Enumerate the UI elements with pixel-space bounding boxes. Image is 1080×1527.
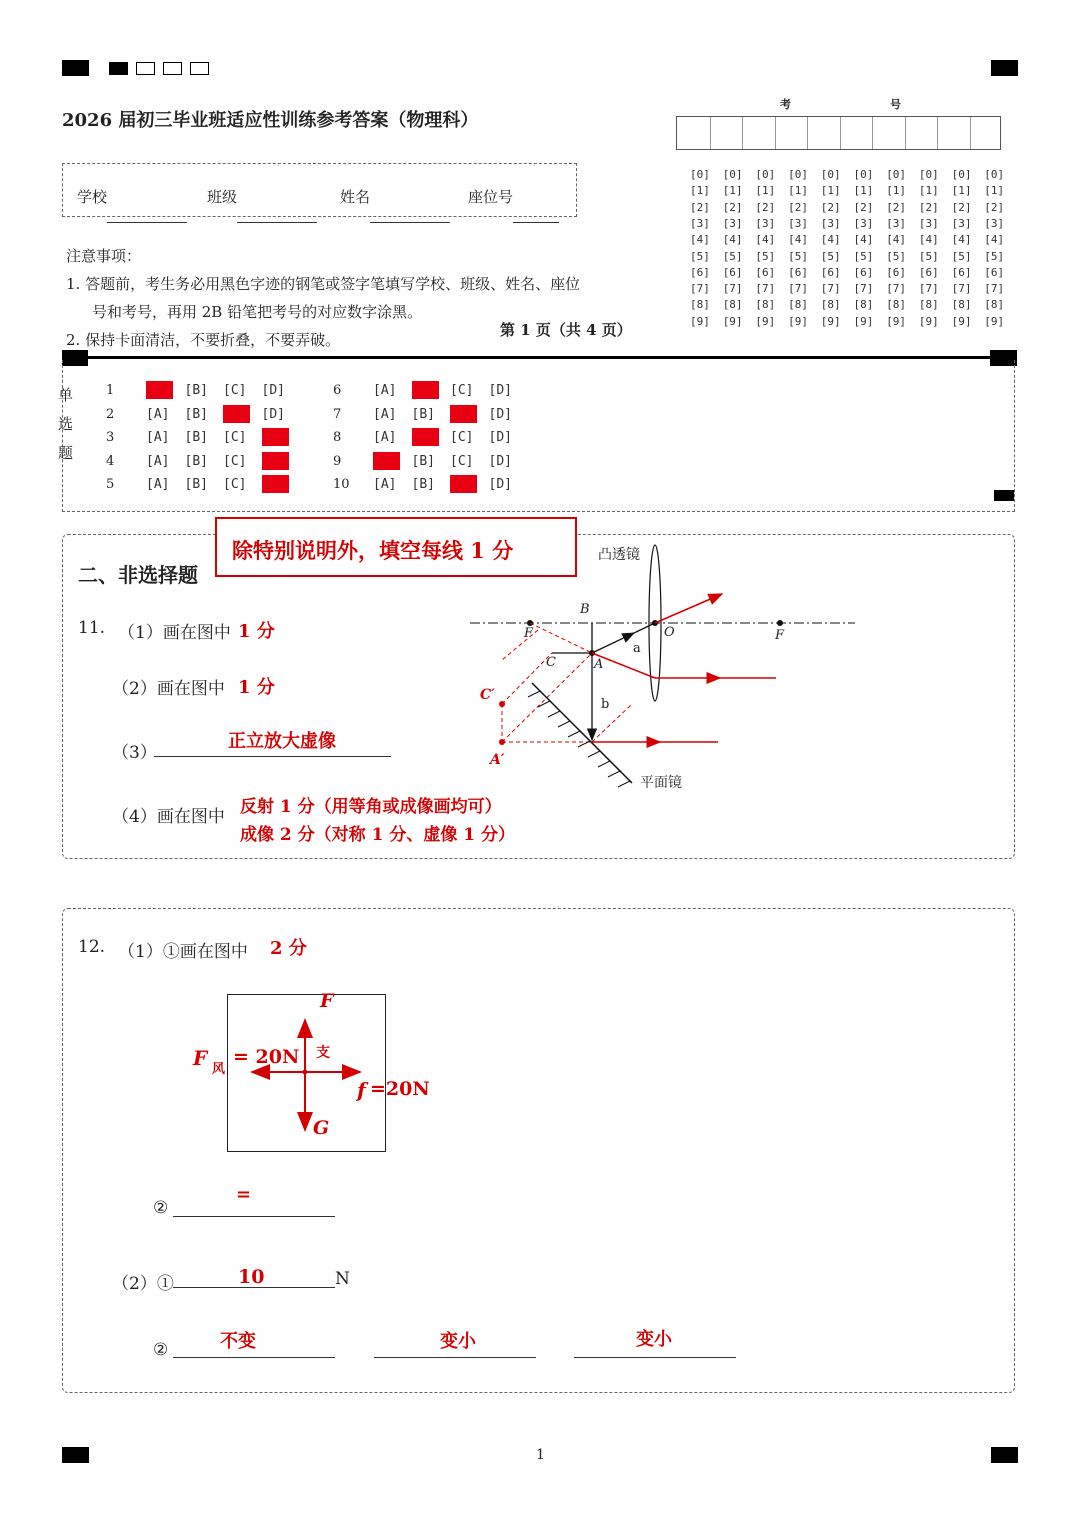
mc-option-bubble[interactable]: [A] xyxy=(373,477,397,492)
digit-bubble[interactable]: [2] xyxy=(820,200,841,214)
digit-bubble[interactable]: [8] xyxy=(886,298,907,312)
note-item: 2. 保持卡面清洁，不要折叠，不要弄破。 xyxy=(66,331,341,349)
digit-bubble[interactable]: [8] xyxy=(755,298,776,312)
q12-part1-score: 2 分 xyxy=(270,938,307,959)
q12-part2-2-label: ② xyxy=(153,1340,169,1360)
exam-no-label: 考 xyxy=(780,98,791,111)
q11-part2-score: 1 分 xyxy=(238,677,275,698)
force-wind-value: = 20N xyxy=(233,1046,300,1068)
force-diagram xyxy=(0,900,1080,1200)
note-item: 号和考号，再用 2B 铅笔把考号的对应数字涂黑。 xyxy=(92,303,423,321)
digit-bubble[interactable]: [4] xyxy=(918,233,939,247)
mc-question-number: 10 xyxy=(333,477,350,492)
label-F-right: F xyxy=(775,628,785,643)
digit-bubble[interactable]: [6] xyxy=(820,265,841,279)
digit-bubble[interactable]: [4] xyxy=(690,233,710,247)
digit-bubble[interactable]: [6] xyxy=(951,265,972,279)
digit-bubble[interactable]: [9] xyxy=(788,314,808,328)
digit-bubble[interactable]: [3] xyxy=(853,216,874,230)
q12-part1: （1）①画在图中 xyxy=(118,942,248,962)
digit-bubble[interactable]: [1] xyxy=(951,184,972,198)
answer-line xyxy=(574,1357,736,1358)
digit-bubble[interactable]: [6] xyxy=(886,265,907,279)
digit-bubble[interactable]: [2] xyxy=(918,200,939,214)
digit-bubble[interactable]: [3] xyxy=(690,216,710,230)
digit-bubble[interactable]: [0] xyxy=(918,168,939,181)
corner-mark xyxy=(991,1447,1018,1463)
digit-bubble[interactable]: [2] xyxy=(788,200,808,214)
q11-part3: （3） xyxy=(112,743,157,763)
digit-bubble[interactable]: [6] xyxy=(853,265,874,279)
seat-field[interactable]: 座位号 xyxy=(468,186,513,207)
mc-option-bubble[interactable]: [C] xyxy=(450,383,474,398)
note-item: 1. 答题前，考生务必用黑色字迹的钢笔或签字笔填写学校、班级、姓名、座位 xyxy=(66,275,581,293)
friction-label: f xyxy=(357,1078,366,1102)
digit-bubble[interactable]: [5] xyxy=(788,249,808,263)
lens-label: 凸透镜 xyxy=(598,547,640,563)
exam-no-label: 号 xyxy=(890,98,901,111)
digit-bubble[interactable]: [0] xyxy=(820,168,841,181)
q11-part1-score: 1 分 xyxy=(238,621,275,642)
force-wind-subscript: 风 xyxy=(212,1062,226,1077)
digit-bubble[interactable]: [2] xyxy=(951,200,972,214)
digit-bubble[interactable]: [3] xyxy=(755,216,776,230)
label-C: C xyxy=(546,655,556,670)
digit-bubble[interactable]: [5] xyxy=(722,249,743,263)
mc-question-number: 8 xyxy=(333,430,342,445)
label-B: B xyxy=(580,602,590,617)
q12-part1-2-label: ② xyxy=(153,1198,169,1218)
digit-bubble[interactable]: [9] xyxy=(886,314,907,328)
ray-a xyxy=(592,633,634,653)
q11-part4-answer2: 成像 2 分（对称 1 分、虚像 1 分） xyxy=(240,825,515,845)
mirror-hatching xyxy=(528,691,630,787)
digit-bubble[interactable]: [6] xyxy=(788,265,808,279)
section-heading: 二、非选择题 xyxy=(78,563,198,587)
mc-option-bubble[interactable]: [B] xyxy=(411,453,435,469)
digit-bubble[interactable]: [2] xyxy=(984,200,1005,214)
digit-bubble[interactable]: [7] xyxy=(820,282,841,296)
digit-bubble[interactable]: [4] xyxy=(722,233,743,247)
mc-question-number: 5 xyxy=(106,477,115,492)
mc-option-bubble[interactable]: [D] xyxy=(488,453,512,469)
image-point-C xyxy=(499,701,505,707)
label-O: O xyxy=(664,625,675,640)
mc-option-bubble[interactable]: [A] xyxy=(146,430,170,445)
digit-bubble[interactable]: [5] xyxy=(690,249,710,263)
digit-bubble[interactable]: [1] xyxy=(853,184,874,198)
q12-part2-2-answer: 变小 xyxy=(440,1331,476,1352)
digit-bubble[interactable]: [0] xyxy=(788,168,808,181)
mc-option-bubble[interactable]: [A] xyxy=(373,430,397,445)
label-A-prime: A′ xyxy=(490,752,505,768)
digit-bubble[interactable]: [1] xyxy=(918,184,939,198)
digit-bubble[interactable]: [5] xyxy=(951,249,972,263)
digit-bubble[interactable]: [0] xyxy=(690,168,710,181)
mc-option-bubble[interactable]: [C] xyxy=(223,383,247,398)
digit-bubble[interactable]: [9] xyxy=(951,314,972,328)
q11-part1: （1）画在图中 xyxy=(118,623,231,643)
digit-bubble[interactable]: [5] xyxy=(820,249,841,263)
digit-bubble[interactable]: [4] xyxy=(886,233,907,247)
class-field[interactable]: 班级 xyxy=(207,186,237,207)
mc-option-bubble[interactable]: [B] xyxy=(184,406,208,422)
digit-bubble[interactable]: [3] xyxy=(984,216,1005,230)
digit-bubble[interactable]: [8] xyxy=(690,298,710,312)
mc-option-bubble[interactable]: [D] xyxy=(488,383,512,398)
mc-question-number: 1 xyxy=(106,383,115,398)
digit-bubble[interactable]: [4] xyxy=(788,233,808,247)
digit-bubble[interactable]: [1] xyxy=(788,184,808,198)
digit-bubble[interactable]: [1] xyxy=(886,184,907,198)
digit-bubble[interactable]: [9] xyxy=(918,314,939,328)
digit-bubble[interactable]: [1] xyxy=(984,184,1005,198)
digit-bubble[interactable]: [9] xyxy=(853,314,874,328)
digit-bubble[interactable]: [9] xyxy=(820,314,841,328)
digit-bubble[interactable]: [4] xyxy=(755,233,776,247)
label-b: b xyxy=(601,697,610,712)
q12-part2: （2）① xyxy=(112,1274,174,1294)
digit-bubble[interactable]: [7] xyxy=(722,282,743,296)
mc-option-bubble[interactable]: [D] xyxy=(488,430,512,445)
q11-part4-answer1: 反射 1 分（用等角或成像画均可） xyxy=(240,797,502,817)
mc-option-bubble[interactable]: [A] xyxy=(146,453,170,469)
digit-bubble[interactable]: [6] xyxy=(755,265,776,279)
digit-bubble[interactable]: [7] xyxy=(788,282,808,296)
mc-question-number: 2 xyxy=(106,406,115,422)
digit-bubble[interactable]: [8] xyxy=(918,298,939,312)
digit-bubble[interactable]: [7] xyxy=(951,282,972,296)
digit-bubble[interactable]: [3] xyxy=(820,216,841,230)
mc-option-bubble[interactable]: [D] xyxy=(488,406,512,422)
refracted-ray xyxy=(655,594,722,623)
digit-bubble[interactable]: [0] xyxy=(853,168,874,181)
force-F-subscript: 支 xyxy=(316,1045,330,1061)
answer-line xyxy=(374,1357,536,1358)
digit-bubble[interactable]: [5] xyxy=(755,249,776,263)
label-a: a xyxy=(633,641,641,656)
mc-label: 单 xyxy=(58,386,74,404)
digit-bubble[interactable]: [3] xyxy=(951,216,972,230)
answer-line xyxy=(173,1216,335,1217)
digit-bubble[interactable]: [0] xyxy=(886,168,907,181)
q12-part2-1-answer: 10 xyxy=(238,1266,265,1288)
digit-bubble[interactable]: [5] xyxy=(886,249,907,263)
digit-bubble[interactable]: [3] xyxy=(722,216,743,230)
digit-bubble[interactable]: [1] xyxy=(820,184,841,198)
page-info: 第 1 页（共 4 页） xyxy=(500,321,632,339)
mc-option-bubble[interactable]: [B] xyxy=(184,430,208,445)
digit-bubble[interactable]: [6] xyxy=(722,265,743,279)
digit-bubble[interactable]: [7] xyxy=(918,282,939,296)
image-point-A xyxy=(499,739,505,745)
label-A: A xyxy=(594,657,604,672)
label-C-prime: C′ xyxy=(480,687,495,703)
digit-bubble[interactable]: [8] xyxy=(853,298,874,312)
digit-bubble[interactable]: [8] xyxy=(820,298,841,312)
name-field[interactable]: 姓名 xyxy=(340,186,370,207)
mc-option-bubble[interactable]: [C] xyxy=(450,453,474,469)
school-field[interactable]: 学校 xyxy=(77,186,107,207)
digit-bubble[interactable]: [7] xyxy=(690,282,710,296)
digit-bubble[interactable]: [2] xyxy=(690,200,710,214)
digit-bubble[interactable]: [2] xyxy=(886,200,907,214)
mc-option-bubble[interactable]: [C] xyxy=(223,477,247,492)
corner-mark xyxy=(62,1447,89,1463)
q11-part4: （4）画在图中 xyxy=(112,807,225,827)
scoring-note: 除特别说明外，填空每线 1 分 xyxy=(232,538,514,563)
digit-bubble[interactable]: [9] xyxy=(984,314,1005,328)
focal-point-right xyxy=(777,620,783,626)
mc-option-bubble[interactable]: [A] xyxy=(373,383,397,398)
digit-bubble[interactable]: [3] xyxy=(788,216,808,230)
digit-bubble[interactable]: [7] xyxy=(853,282,874,296)
digit-bubble[interactable]: [7] xyxy=(984,282,1005,296)
page-title: 2026 届初三毕业班适应性训练参考答案（物理科） xyxy=(62,110,479,131)
digit-bubble[interactable]: [0] xyxy=(951,168,972,181)
q12-part1-2-answer: = xyxy=(236,1184,252,1205)
q12-part2-2-answer: 不变 xyxy=(220,1331,256,1352)
mc-option-bubble[interactable]: [C] xyxy=(223,430,247,445)
digit-bubble[interactable]: [1] xyxy=(690,184,710,198)
friction-value: =20N xyxy=(370,1078,430,1100)
force-wind-label: F xyxy=(193,1046,208,1070)
mc-question-number: 4 xyxy=(106,453,115,469)
digit-bubble[interactable]: [3] xyxy=(918,216,939,230)
digit-bubble[interactable]: [4] xyxy=(820,233,841,247)
mc-label: 选 xyxy=(58,415,74,433)
q12-part2-1-unit: N xyxy=(335,1269,350,1289)
digit-bubble[interactable]: [7] xyxy=(755,282,776,296)
digit-bubble[interactable]: [5] xyxy=(984,249,1005,263)
digit-bubble[interactable]: [5] xyxy=(918,249,939,263)
mc-option-bubble[interactable]: [B] xyxy=(184,383,208,398)
mc-question-number: 3 xyxy=(106,430,115,445)
mc-option-bubble[interactable]: [A] xyxy=(146,406,170,422)
digit-bubble[interactable]: [9] xyxy=(755,314,776,328)
digit-bubble[interactable]: [2] xyxy=(755,200,776,214)
q12-part2-2-answer: 变小 xyxy=(636,1329,672,1350)
mc-option-bubble[interactable]: [C] xyxy=(450,430,474,445)
digit-bubble[interactable]: [1] xyxy=(755,184,776,198)
digit-bubble[interactable]: [5] xyxy=(853,249,874,263)
q11-number: 11. xyxy=(78,618,106,638)
digit-bubble[interactable]: [6] xyxy=(918,265,939,279)
digit-bubble[interactable]: [0] xyxy=(722,168,743,181)
mc-question-number: 9 xyxy=(333,453,342,469)
mc-option-bubble[interactable]: [D] xyxy=(488,477,512,492)
mc-option-bubble[interactable]: [D] xyxy=(261,383,285,398)
q12-number: 12. xyxy=(78,937,106,957)
digit-bubble[interactable]: [9] xyxy=(690,314,710,328)
mc-option-bubble[interactable]: [B] xyxy=(411,406,435,422)
digit-bubble[interactable]: [2] xyxy=(853,200,874,214)
mc-option-bubble[interactable]: [D] xyxy=(261,406,285,422)
digit-bubble[interactable]: [6] xyxy=(984,265,1005,279)
gravity-label: G xyxy=(313,1117,330,1139)
mc-label: 题 xyxy=(58,444,74,462)
mc-question-number: 7 xyxy=(333,406,342,422)
mc-option-bubble[interactable]: [B] xyxy=(411,477,435,492)
q11-part2: （2）画在图中 xyxy=(112,679,225,699)
digit-bubble[interactable]: [4] xyxy=(984,233,1005,247)
digit-bubble[interactable]: [4] xyxy=(853,233,874,247)
digit-bubble[interactable]: [7] xyxy=(886,282,907,296)
digit-bubble[interactable]: [2] xyxy=(722,200,743,214)
digit-bubble[interactable]: [4] xyxy=(951,233,972,247)
page-number: 1 xyxy=(536,1447,545,1463)
mirror-label: 平面镜 xyxy=(640,775,682,791)
mc-option-bubble[interactable]: [B] xyxy=(184,453,208,469)
digit-bubble[interactable]: [6] xyxy=(690,265,710,279)
digit-bubble[interactable]: [8] xyxy=(722,298,743,312)
answer-line xyxy=(173,1357,335,1358)
digit-bubble[interactable]: [8] xyxy=(788,298,808,312)
mc-option-bubble[interactable]: [B] xyxy=(184,477,208,492)
plane-mirror xyxy=(532,683,632,783)
mc-question-number: 6 xyxy=(333,383,342,398)
digit-bubble[interactable]: [8] xyxy=(951,298,972,312)
digit-bubble[interactable]: [3] xyxy=(886,216,907,230)
mc-option-bubble[interactable]: [A] xyxy=(373,406,397,422)
digit-bubble[interactable]: [0] xyxy=(984,168,1005,181)
q11-part3-answer: 正立放大虚像 xyxy=(228,731,336,752)
force-F-label: F xyxy=(320,990,334,1012)
digit-bubble[interactable]: [1] xyxy=(722,184,743,198)
mc-option-bubble[interactable]: [A] xyxy=(146,477,170,492)
mc-option-bubble[interactable]: [C] xyxy=(223,453,247,469)
digit-bubble[interactable]: [8] xyxy=(984,298,1005,312)
label-F-left: F xyxy=(524,626,534,641)
digit-bubble[interactable]: [0] xyxy=(755,168,776,181)
digit-bubble[interactable]: [9] xyxy=(722,314,743,328)
notes-heading: 注意事项： xyxy=(66,247,142,265)
